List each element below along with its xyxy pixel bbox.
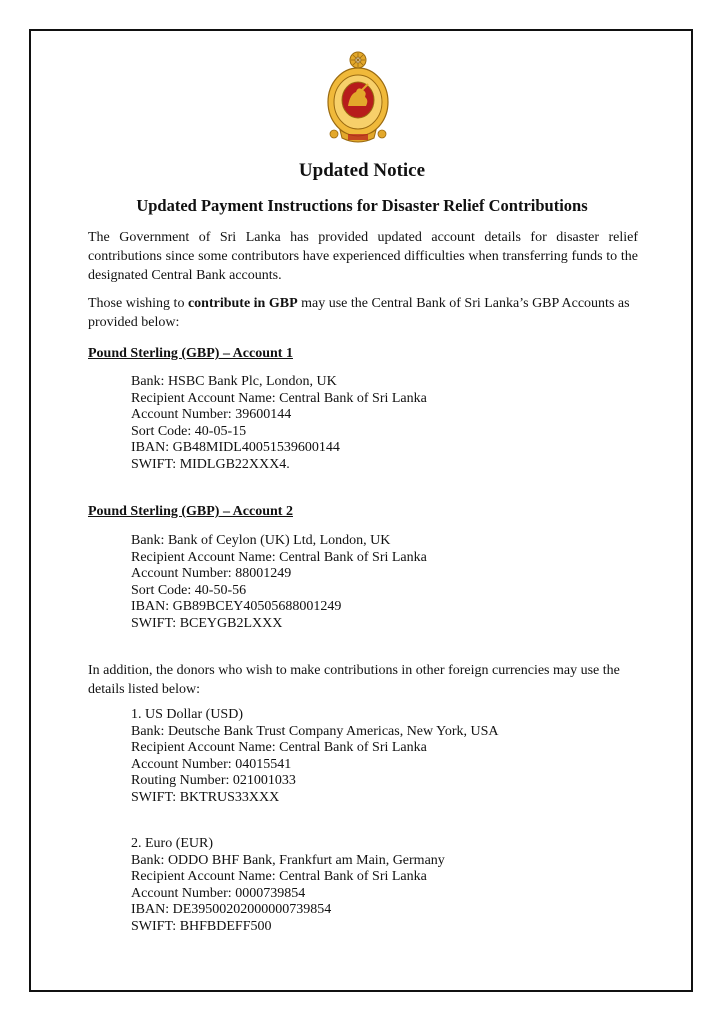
gbp-account-1-details (131, 374, 427, 473)
detail-line: SWIFT: BKTRUS33XXX (131, 789, 280, 805)
gbp-intro-paragraph (88, 294, 638, 332)
usd-account-details (131, 707, 499, 806)
gbp-account-1-heading: Pound Sterling (GBP) – Account 1 (88, 346, 293, 361)
detail-line: Recipient Account Name: Central Bank of Sri Lanka (131, 869, 427, 884)
detail-line: Recipient Account Name: Central Bank of Sri Lanka (131, 549, 427, 565)
detail-line: Account Number: 39600144 (131, 407, 292, 422)
detail-line: IBAN: GB48MIDL40051539600144 (131, 440, 340, 455)
detail-line: Recipient Account Name: Central Bank of Sri Lanka (131, 390, 427, 406)
sri-lanka-emblem-icon (318, 50, 398, 148)
detail-line: 2. Euro (EUR) (131, 836, 214, 851)
detail-line: Sort Code: 40-50-56 (131, 582, 247, 598)
detail-line: SWIFT: MIDLGB22XXX4. (131, 456, 290, 472)
gbp-intro-bold: contribute in GBP (187, 296, 298, 311)
detail-line: Bank: HSBC Bank Plc, London, UK (131, 374, 337, 389)
detail-line: Bank: Bank of Ceylon (UK) Ltd, London, UK (131, 533, 391, 548)
detail-line: 1. US Dollar (USD) (131, 707, 243, 722)
detail-line: Routing Number: 021001033 (131, 773, 296, 788)
detail-line: Account Number: 04015541 (131, 756, 292, 772)
other-currencies-paragraph: In addition, the donors who wish to make contributions in other foreign currencies may use the details listed below: (88, 663, 620, 697)
eur-account-details (131, 836, 445, 935)
gbp-account-2-details (131, 533, 427, 632)
detail-line: Recipient Account Name: Central Bank of Sri Lanka (131, 740, 427, 755)
detail-line: Account Number: 0000739854 (131, 885, 306, 901)
detail-line: IBAN: DE39500202000000739854 (131, 902, 332, 917)
gbp-intro-text-after: may use the Central Bank of Sri Lanka’s GBP Accounts as provided below: (88, 296, 630, 330)
detail-line: Bank: ODDO BHF Bank, Frankfurt am Main, Germany (131, 852, 445, 868)
detail-line: Bank: Deutsche Bank Trust Company Americas, New York, USA (131, 723, 499, 739)
gbp-account-2-heading: Pound Sterling (GBP) – Account 2 (88, 504, 293, 519)
detail-line: SWIFT: BHFBDEFF500 (131, 918, 272, 934)
detail-line: Sort Code: 40-05-15 (131, 423, 247, 439)
gbp-intro-text-before: Those wishing to (88, 296, 188, 311)
page-subtitle: Updated Payment Instructions for Disaster Relief Contributions (136, 196, 588, 215)
detail-line: IBAN: GB89BCEY40505688001249 (131, 599, 342, 614)
detail-line: Account Number: 88001249 (131, 566, 292, 581)
page-title: Updated Notice (298, 160, 426, 181)
intro-paragraph: The Government of Sri Lanka has provided updated account details for disaster relief contributions since some contributors have experienced difficulties when transferring funds to the designated Central Bank accounts. (88, 230, 638, 283)
detail-line: SWIFT: BCEYGB2LXXX (131, 615, 283, 631)
